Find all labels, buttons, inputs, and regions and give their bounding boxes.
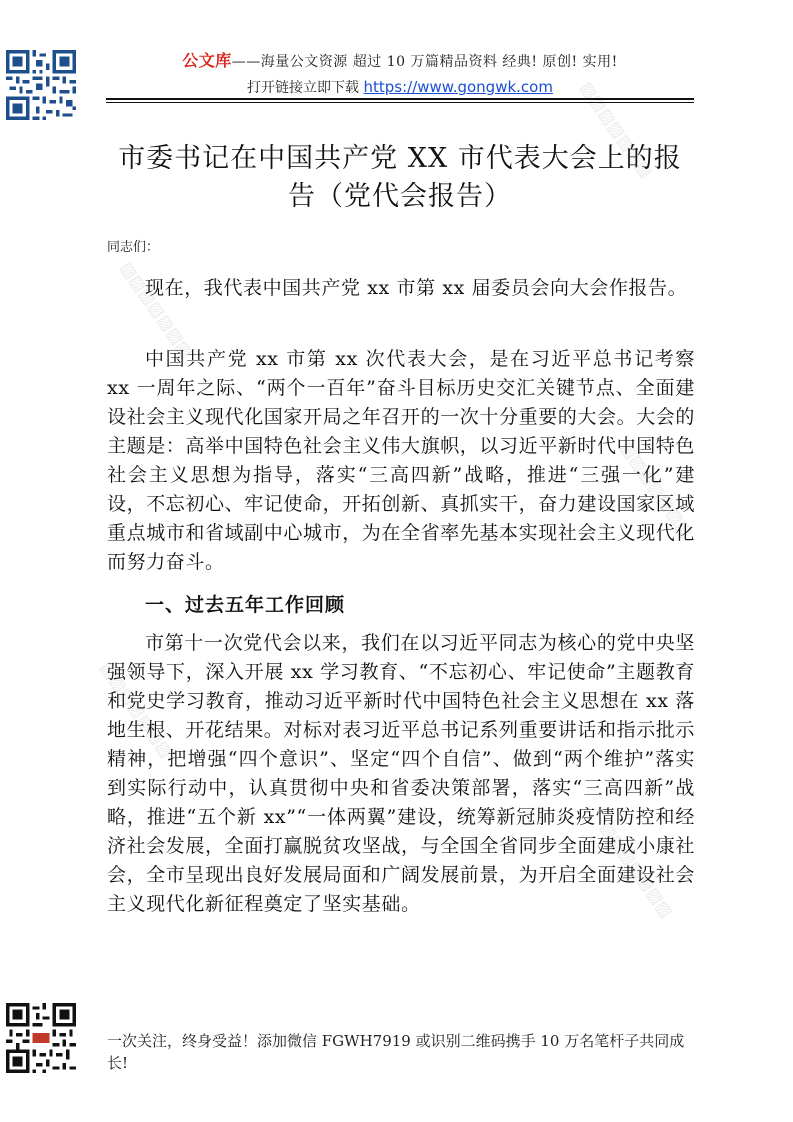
watermark: ▨▨▨▨▨▨▨ bbox=[95, 658, 177, 762]
banner-tagline: ——海量公文资源 超过 10 万篇精品资料 经典! 原创! 实用! bbox=[231, 54, 618, 70]
document-title-line1: 市委书记在中国共产党 XX 市代表大会上的报 bbox=[118, 143, 682, 174]
watermark: ▨▨▨▨▨▨▨ bbox=[575, 78, 657, 182]
qr-code-icon[interactable] bbox=[6, 50, 76, 120]
header-banner bbox=[100, 48, 700, 97]
paragraph: 市第十一次党代会以来，我们在以习近平同志为核心的党中央坚强领导下，深入开展 xx 学习教育、“不忘初心、牢记使命”主题教育和党史学习教育，推动习近平新时代中国特色社会主义思想在 xx 落地生根、开花结果。对标对表习近平总书记系列重要讲话和指示批示精神，把增强“四个意识”、坚定“四个自信”、做到“两个维护”落实到实际行动中，认真贯彻中央和省委决策部署，落实“三高四新”战略，推进“五个新 xx”“一体两翼”建设，统筹新冠肺炎疫情防控和经济社会发展，全面打赢脱贫攻坚战，与全国全省同步全面建成小康社会，全市呈现出良好发展局面和广阔发展前景，为开启全面建设社会主义现代化新征程奠定了坚实基础。 bbox=[107, 632, 696, 915]
download-text: 打开链接立即下载 bbox=[247, 80, 360, 96]
footer-promo: 一次关注，终身受益！添加微信 FGWH7919 或识别二维码携手 10 万名笔杆子共同成长! bbox=[107, 1032, 685, 1072]
qr-code-icon[interactable] bbox=[6, 1003, 76, 1073]
paragraph: 现在，我代表中国共产党 xx 市第 xx 届委员会向大会作报告。 bbox=[145, 277, 688, 299]
salutation: 同志们： bbox=[107, 240, 160, 255]
brand-name[interactable]: 公文库 bbox=[182, 51, 232, 70]
watermark: ▨▨▨▨▨▨▨ bbox=[595, 818, 677, 922]
watermark: ▨▨▨▨▨▨▨ bbox=[615, 438, 697, 542]
section-heading: 一、过去五年工作回顾 bbox=[145, 594, 346, 616]
header-divider-thin bbox=[106, 102, 694, 103]
website-link[interactable]: https://www.gongwk.com bbox=[363, 78, 553, 96]
paragraph: 中国共产党 xx 市第 xx 次代表大会，是在习近平总书记考察 xx 一周年之际、“两个一百年”奋斗目标历史交汇关键节点、全面建设社会主义现代化国家开局之年召开的一次十分重要的大会。大会的主题是：高举中国特色社会主义伟大旗帜，以习近平新时代中国特色社会主义思想为指导，落实“三高四新”战略，推进“三强一化”建设，不忘初心、牢记使命，开拓创新、真抓实干，奋力建设国家区域重点城市和省域副中心城市，为在全省率先基本实现社会主义现代化而努力奋斗。 bbox=[107, 348, 696, 573]
watermark: ▨▨▨▨▨▨▨ bbox=[115, 258, 197, 362]
banner-download-row bbox=[100, 77, 700, 97]
document-title bbox=[100, 140, 700, 216]
document-title-line2: 告（党代会报告） bbox=[288, 181, 512, 212]
header-divider bbox=[106, 98, 694, 100]
banner-tagline-row bbox=[100, 48, 700, 71]
